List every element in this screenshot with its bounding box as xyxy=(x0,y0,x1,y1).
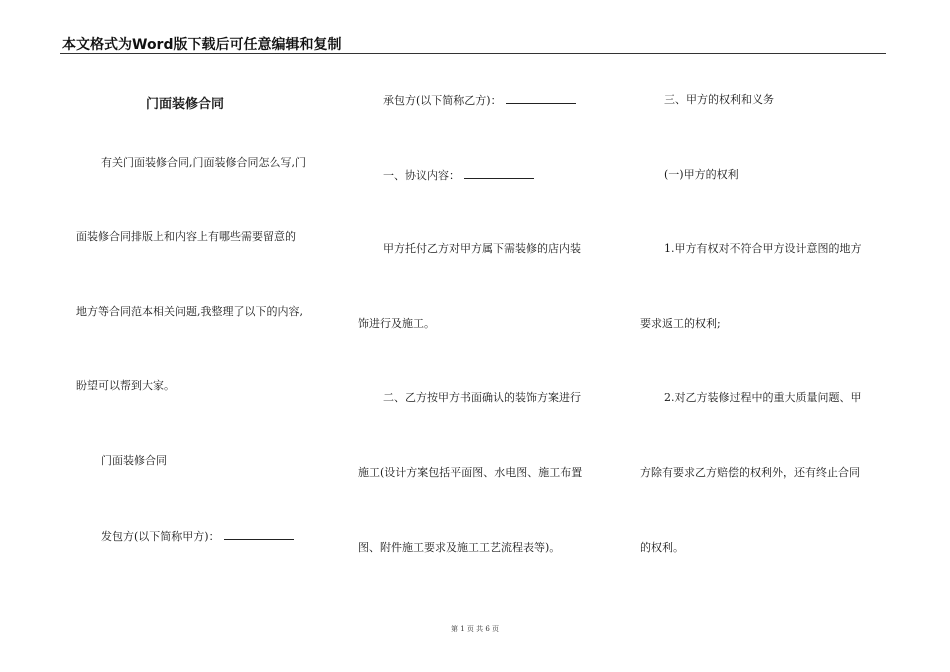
col1-line-6 xyxy=(101,529,294,544)
col1-line-1: 有关门面装修合同,门面装修合同怎么写,门 xyxy=(101,156,306,169)
col1-line-4: 盼望可以帮到大家。 xyxy=(76,379,175,392)
col2-line-5: 二、乙方按甲方书面确认的装饰方案进行 xyxy=(383,391,581,404)
col3-line-5: 2.对乙方装修过程中的重大质量问题、甲 xyxy=(664,391,862,404)
col2-line-2 xyxy=(383,168,534,183)
party-a-label: 发包方(以下简称甲方)： xyxy=(101,530,220,543)
col3-line-3: 1.甲方有权对不符合甲方设计意图的地方 xyxy=(664,242,862,255)
col3-line-2: (一)甲方的权利 xyxy=(664,168,739,181)
col2-line-4: 饰进行及施工。 xyxy=(358,317,435,330)
party-b-blank-field xyxy=(506,93,576,104)
col2-line-7: 图、附件施工要求及施工工艺流程表等)。 xyxy=(358,541,561,554)
col3-line-1: 三、甲方的权利和义务 xyxy=(664,93,774,106)
col3-line-4: 要求返工的权利; xyxy=(640,317,721,330)
col1-line-5: 门面装修合同 xyxy=(101,454,167,467)
page-number: 第 1 页 共 6 页 xyxy=(450,625,500,633)
col2-line-6: 施工(设计方案包括平面图、水电图、施工布置 xyxy=(358,466,583,479)
col1-line-3: 地方等合同范本相关问题,我整理了以下的内容, xyxy=(76,305,303,318)
document-header-title: 本文格式为Word版下载后可任意编辑和复制 xyxy=(62,37,342,53)
agreement-content-blank-field xyxy=(464,168,534,179)
col3-line-7: 的权利。 xyxy=(640,541,684,554)
col2-line-1 xyxy=(383,93,576,108)
col1-line-2: 面装修合同排版上和内容上有哪些需要留意的 xyxy=(76,230,296,243)
party-b-label: 承包方(以下简称乙方)： xyxy=(383,94,502,107)
party-a-blank-field xyxy=(224,529,294,540)
agreement-content-label: 一、协议内容： xyxy=(383,169,460,182)
col3-line-6: 方除有要求乙方赔偿的权利外，还有终止合同 xyxy=(640,466,860,479)
document-title: 门面装修合同 xyxy=(146,97,225,112)
header-divider xyxy=(60,53,886,54)
col2-line-3: 甲方托付乙方对甲方属下需装修的店内装 xyxy=(383,242,581,255)
